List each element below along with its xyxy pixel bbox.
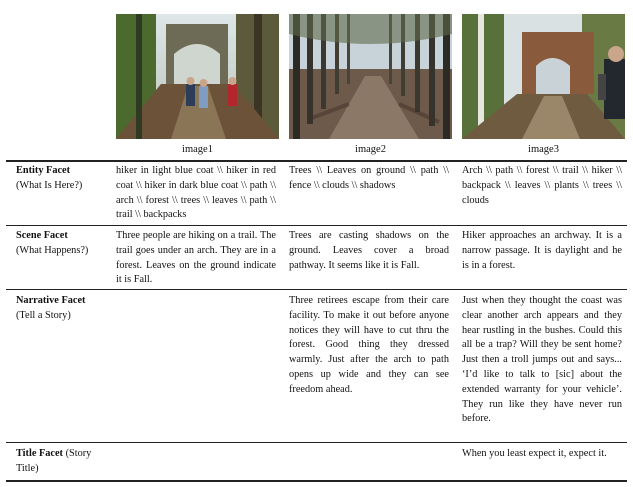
photo-image3 <box>462 14 625 139</box>
rule-top <box>6 160 627 162</box>
facet-title-line <box>16 447 108 477</box>
facet-narrative-name <box>16 294 108 309</box>
rule-entity-scene <box>6 225 627 226</box>
facet-entity-name-text: Entity Facet <box>16 165 71 176</box>
image1-illustration <box>116 14 279 139</box>
facet-entity <box>16 164 108 194</box>
rule-narrative-title <box>6 442 627 443</box>
image3-illustration <box>462 14 625 139</box>
image1-caption: image1 <box>182 144 213 155</box>
image2-illustration <box>289 14 452 139</box>
narrative-cell-image2: Three retirees escape from their care facility. To make it out before anyone notices they will have to cut thru the forest. Good thing they dressed warmly. Just after the arch to path opens up wide and they can see freedom ahead. <box>289 295 449 395</box>
facet-scene-sub: (What Happens?) <box>16 244 89 256</box>
narrative-cell-image3: Just when they thought the coast was clear another arch appears and they hear rustling in the bushes. Could this all be a trap? Will they be sent home? Just then a troll jumps out and says... ‘I’d like to talk to [sic] about the extended warranty for your vehicle’. They run like they have never run before. <box>462 295 622 425</box>
facet-scene-name-text: Scene Facet <box>16 230 68 241</box>
image2-caption: image2 <box>355 144 386 155</box>
image3-caption: image3 <box>528 144 559 155</box>
entity-cell-image1: hiker in light blue coat \\ hiker in red coat \\ hiker in dark blue coat \\ path \\ arch \\ forest \\ trees \\ leaves \\ path \\ trail \\ backpacks <box>116 165 276 221</box>
title-cell-image3: When you least expect it, expect it. <box>462 448 607 459</box>
facet-narrative <box>16 294 108 324</box>
facet-scene-name <box>16 229 108 244</box>
photo-image2 <box>289 14 452 139</box>
rule-bottom <box>6 480 627 482</box>
facet-narrative-sub: (Tell a Story) <box>16 309 71 321</box>
scene-cell-image2: Trees are casting shadows on the ground. Leaves cover a broad pathway. It seems like it is Fall. <box>289 230 449 271</box>
rule-scene-narrative <box>6 289 627 290</box>
scene-cell-image1: Three people are hiking on a trail. The trail goes under an arch. They are in a forest. Leaves on the ground indicate it is Fall. <box>116 230 276 286</box>
facet-scene <box>16 229 108 259</box>
facet-entity-name <box>16 164 108 179</box>
facet-title-name: Title Facet <box>16 448 63 459</box>
facet-title-sub: (Story Title) <box>16 448 92 474</box>
facet-entity-sub: (What Is Here?) <box>16 179 83 191</box>
photo-image1 <box>116 14 279 139</box>
entity-cell-image2: Trees \\ Leaves on ground \\ path \\ fence \\ clouds \\ shadows <box>289 165 449 191</box>
entity-cell-image3: Arch \\ path \\ forest \\ trail \\ hiker \\ backpack \\ leaves \\ plants \\ trees \\ clouds <box>462 165 622 206</box>
scene-cell-image3: Hiker approaches an archway. It is a narrow passage. It is daylight and he is in a forest. <box>462 230 622 271</box>
facet-title <box>16 447 108 477</box>
facet-narrative-name-text: Narrative Facet <box>16 295 86 306</box>
